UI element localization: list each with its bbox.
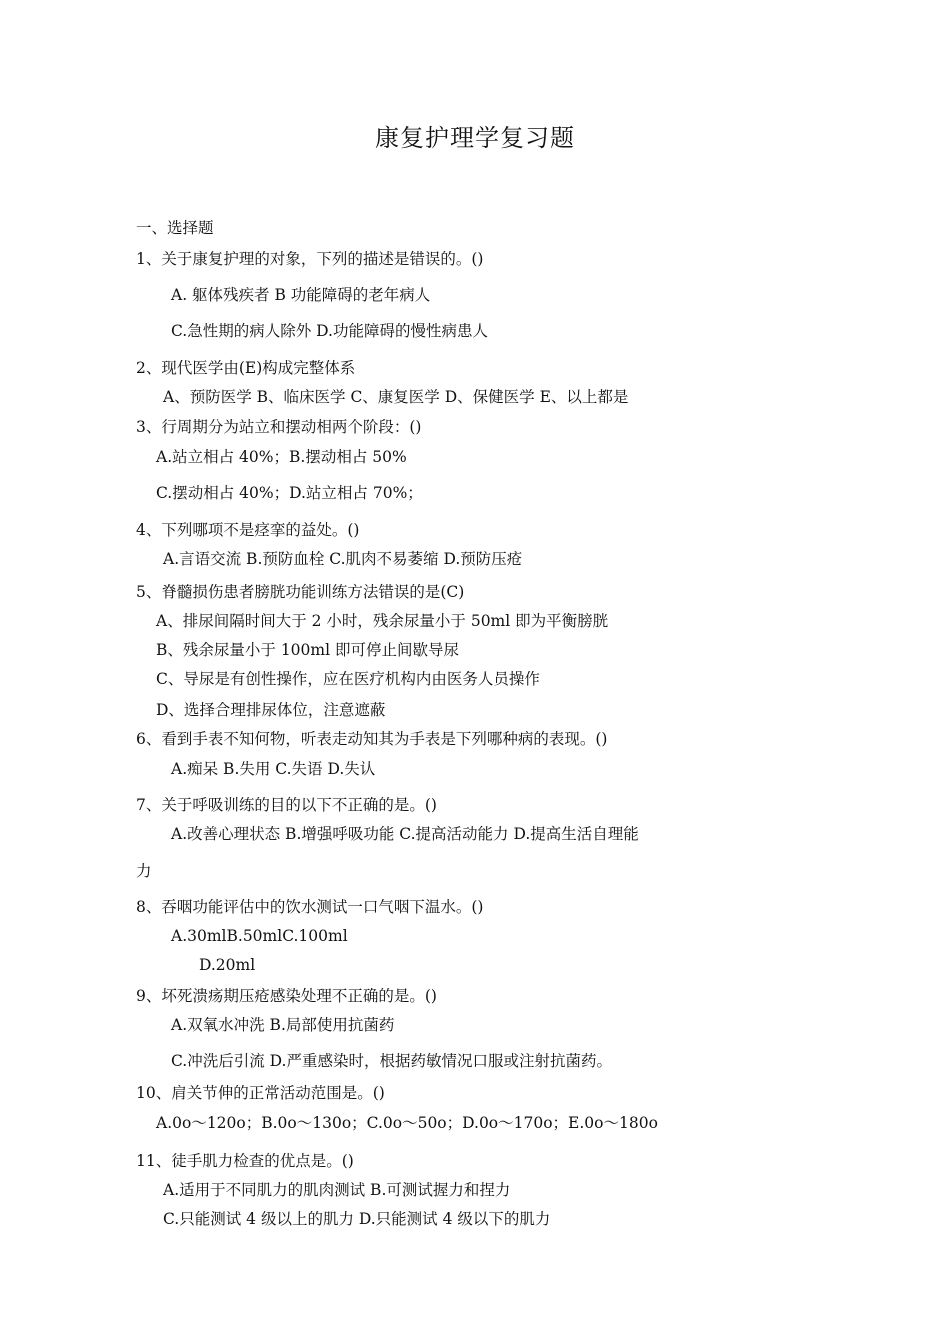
question-11: 11、徒手肌力检查的优点是。() (136, 1152, 354, 1170)
question-5-option-d: D、选择合理排尿体位，注意遮蔽 (156, 701, 386, 719)
question-4: 4、下列哪项不是痉挛的益处。() (136, 521, 360, 539)
document-title: 康复护理学复习题 (375, 124, 575, 152)
question-9: 9、坏死溃疡期压疮感染处理不正确的是。() (136, 987, 437, 1005)
question-7-options-wrap: 力 (136, 862, 152, 880)
question-3-options-ab: A.站立相占 40%；B.摆动相占 50% (156, 448, 407, 466)
question-5-option-c: C、导尿是有创性操作，应在医疗机构内由医务人员操作 (156, 670, 540, 688)
question-9-options-ab: A.双氧水冲洗 B.局部使用抗菌药 (171, 1016, 395, 1034)
question-3: 3、行周期分为站立和摆动相两个阶段：() (136, 418, 422, 436)
question-10: 10、肩关节伸的正常活动范围是。() (136, 1084, 385, 1102)
question-2-options: A、预防医学 B、临床医学 C、康复医学 D、保健医学 E、以上都是 (163, 388, 629, 406)
question-3-options-cd: C.摆动相占 40%；D.站立相占 70%； (156, 484, 423, 502)
question-11-options-ab: A.适用于不同肌力的肌肉测试 B.可测试握力和捏力 (163, 1181, 511, 1199)
section-heading: 一、选择题 (136, 219, 214, 237)
question-8: 8、吞咽功能评估中的饮水测试一口气咽下温水。() (136, 898, 484, 916)
question-9-options-cd: C.冲洗后引流 D.严重感染时，根据药敏情况口服或注射抗菌药。 (171, 1052, 612, 1070)
question-10-options: A.0o〜120o；B.0o〜130o；C.0o〜50o；D.0o〜170o；E.0o〜180o (156, 1114, 658, 1132)
question-4-options: A.言语交流 B.预防血栓 C.肌肉不易萎缩 D.预防压疮 (163, 550, 523, 568)
question-8-option-d: D.20ml (199, 956, 256, 974)
question-5-option-b: B、残余尿量小于 100ml 即可停止间歇导尿 (156, 641, 459, 659)
question-7: 7、关于呼吸训练的目的以下不正确的是。() (136, 796, 437, 814)
question-1-options-ab: A. 躯体残疾者 B 功能障碍的老年病人 (171, 286, 431, 304)
question-7-options: A.改善心理状态 B.增强呼吸功能 C.提高活动能力 D.提高生活自理能 (171, 825, 639, 843)
question-6: 6、看到手表不知何物，听表走动知其为手表是下列哪种病的表现。() (136, 730, 608, 748)
question-2: 2、现代医学由(E)构成完整体系 (136, 359, 356, 377)
question-5-option-a: A、排尿间隔时间大于 2 小时，残余尿量小于 50ml 即为平衡膀胱 (156, 612, 609, 630)
question-1: 1、关于康复护理的对象，下列的描述是错误的。() (136, 250, 484, 268)
question-5: 5、脊髓损伤患者膀胱功能训练方法错误的是(C) (136, 583, 465, 601)
question-6-options: A.痴呆 B.失用 C.失语 D.失认 (171, 760, 376, 778)
question-8-options-abc: A.30mlB.50mlC.100ml (171, 927, 348, 945)
question-11-options-cd: C.只能测试 4 级以上的肌力 D.只能测试 4 级以下的肌力 (163, 1210, 551, 1228)
question-1-options-cd: C.急性期的病人除外 D.功能障碍的慢性病患人 (171, 322, 488, 340)
